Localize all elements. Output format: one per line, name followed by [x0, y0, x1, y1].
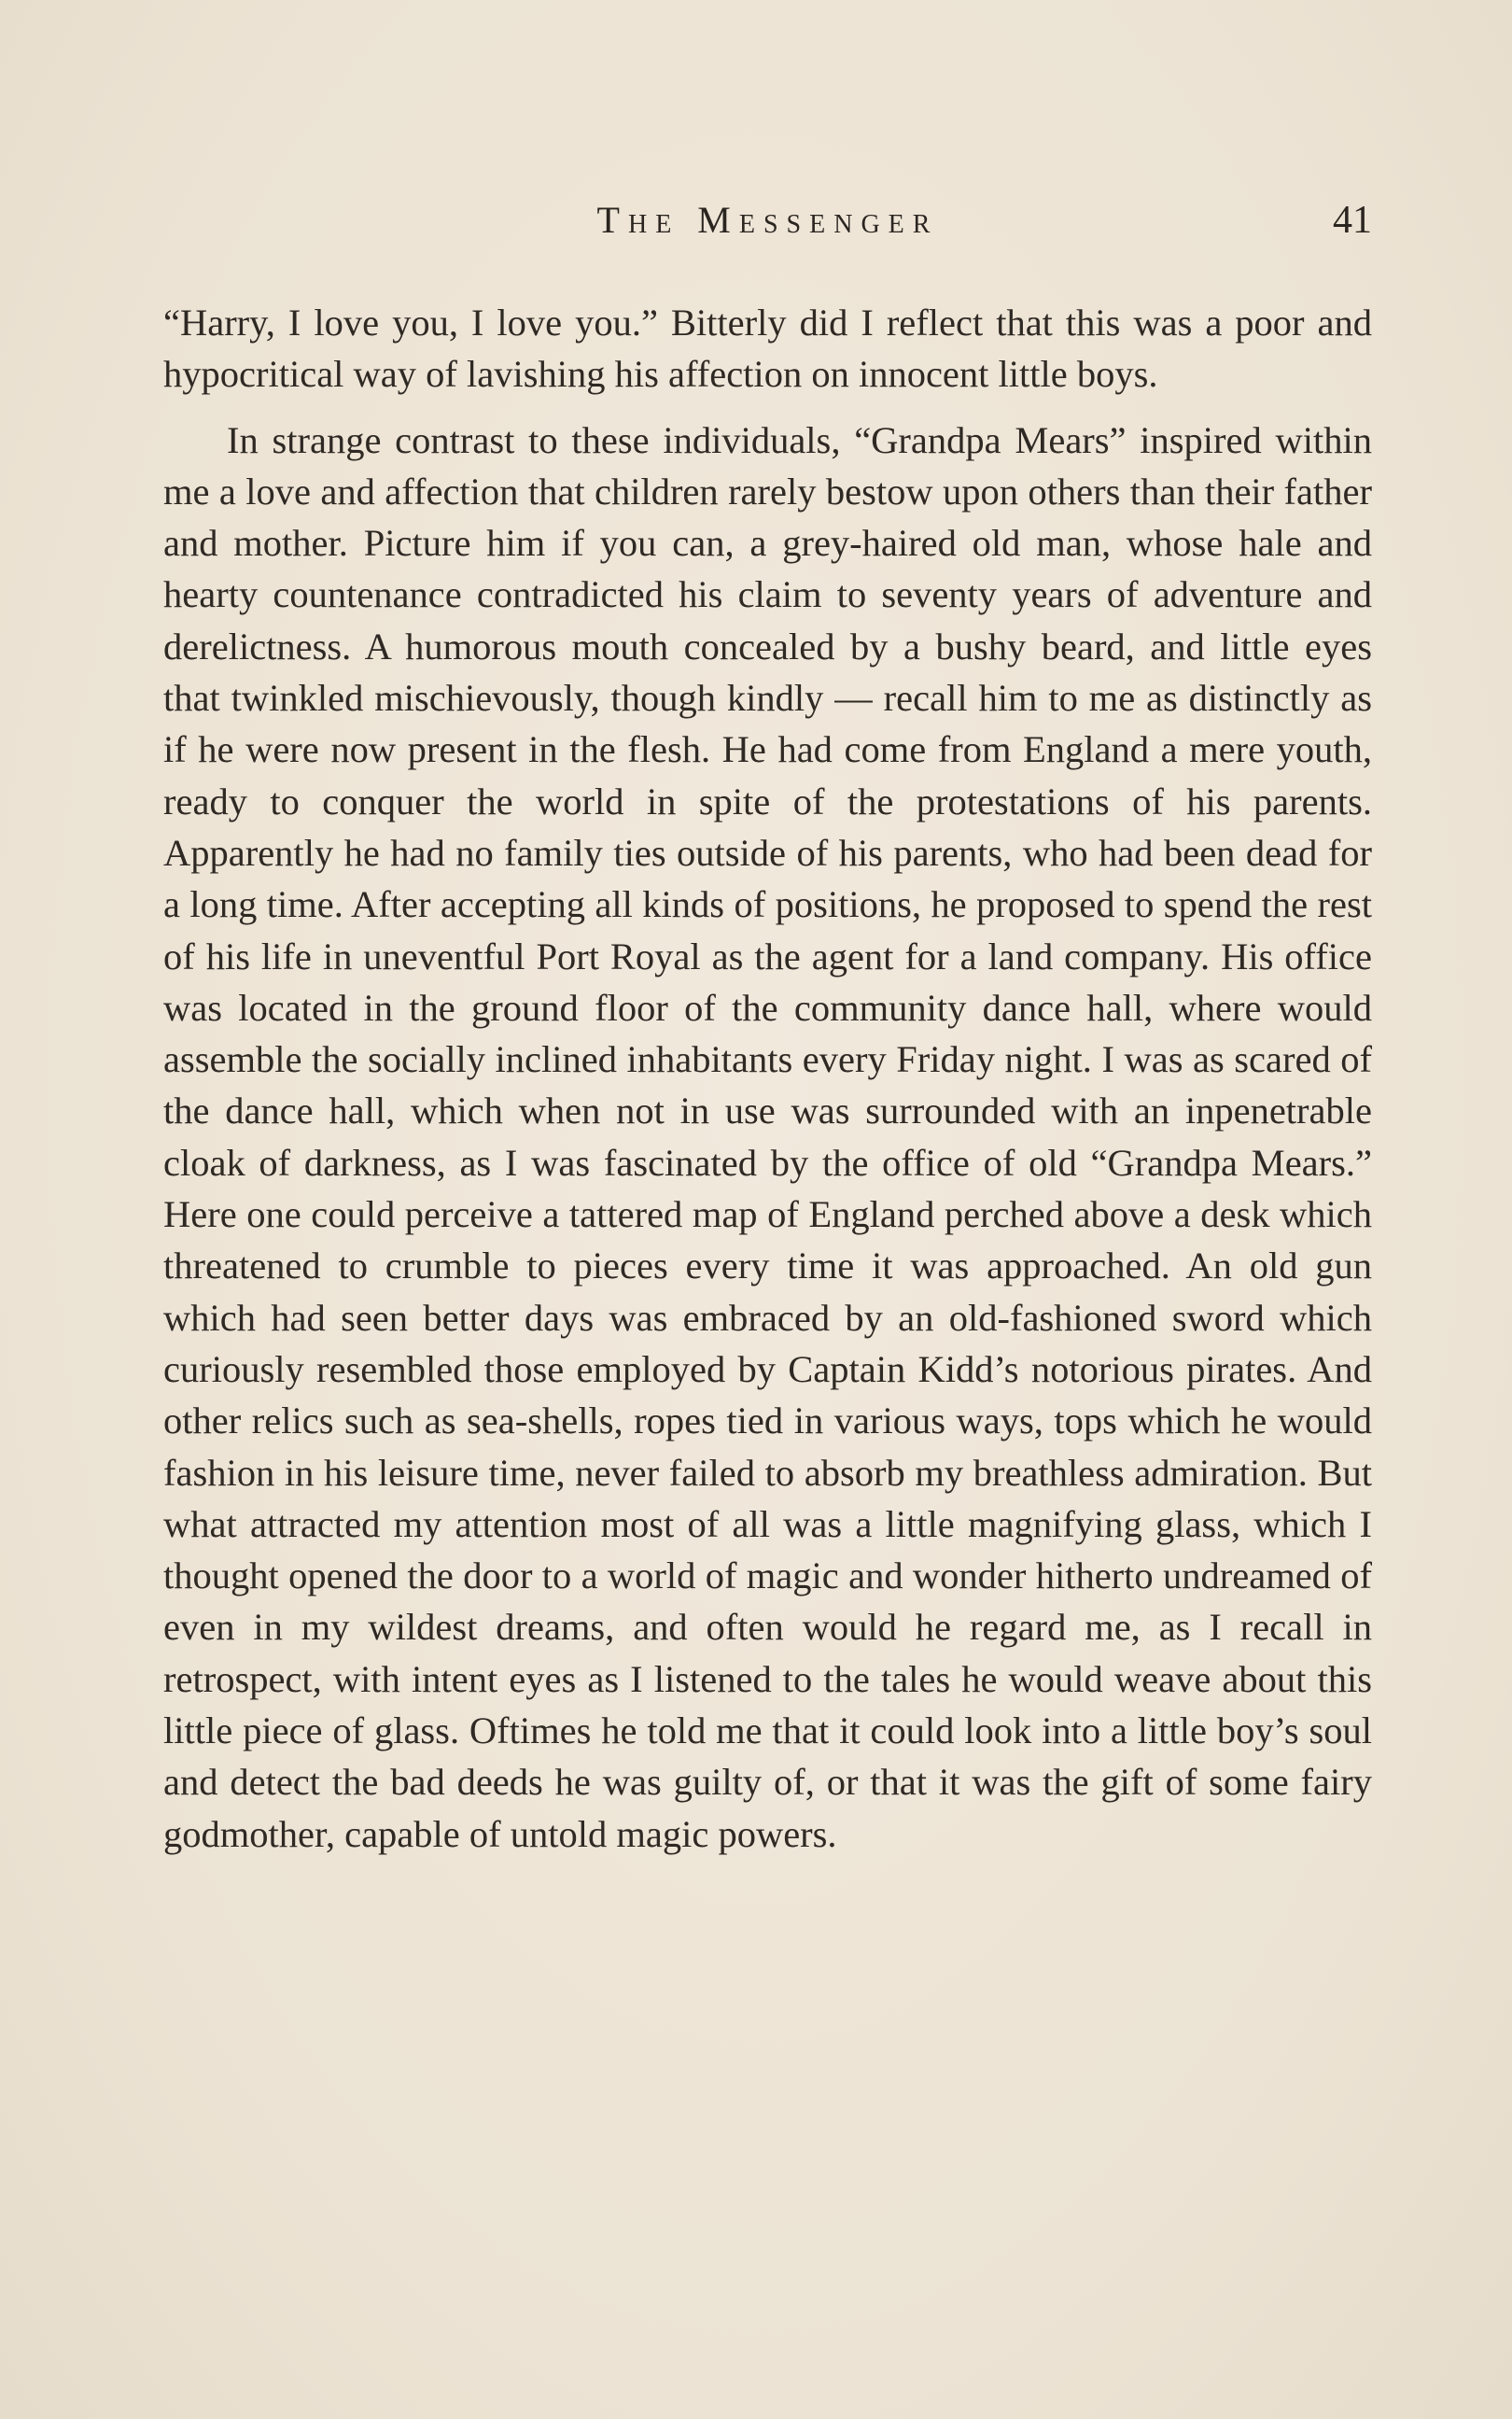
running-title: The Messenger [596, 199, 939, 241]
page-number: 41 [1333, 199, 1372, 242]
paragraph-grandpa-mears: In strange contrast to these individuals, “Grandpa Mears” inspired within me a love and affection that children rarely bestow upon others than their father and mother. Picture him if you can, a grey-haired old man, whose hale and hearty countenance contradicted his claim to seventy years of adventure and derelictness. A humorous mouth concealed by a bushy beard, and little eyes that twinkled mischievously, though kindly — recall him to me as distinctly as if he were now present in the flesh. He had come from England a mere youth, ready to conquer the world in spite of the protestations of his parents. Apparently he had no family ties outside of his parents, who had been dead for a long time. After accepting all kinds of positions, he proposed to spend the rest of his life in uneventful Port Royal as the agent for a land company. His office was located in the ground floor of the community dance hall, where would assemble the socially inclined inhabitants every Friday night. I was as scared of the dance hall, which when not in use was surrounded with an inpenetrable cloak of darkness, as I was fascinated by the office of old “Grandpa Mears.” Here one could perceive a tattered map of England perched above a desk which threatened to crumble to pieces every time it was approached. An old gun which had seen better days was embraced by an old-fashioned sword which curiously resembled those employed by Captain Kidd’s notorious pirates. And other relics such as sea-shells, ropes tied in various ways, tops which he would fashion in his leisure time, never failed to absorb my breathless admiration. But what attracted my attention most of all was a little magnifying glass, which I thought opened the door to a world of magic and wonder hitherto undreamed of even in my wildest dreams, and often would he regard me, as I recall in retrospect, with intent eyes as I listened to the tales he would weave about this little piece of glass. Oftimes he told me that it could look into a little boy’s soul and detect the bad deeds he was guilty of, or that it was the gift of some fairy godmother, capable of untold magic powers. [163, 418, 1372, 1855]
body-text [163, 297, 1372, 1860]
paragraph-continuation: “Harry, I love you, I love you.” Bitterly did I reflect that this was a poor and hypocritical way of lavishing his affection on innocent little boys. [163, 302, 1372, 396]
page-header [163, 198, 1372, 254]
